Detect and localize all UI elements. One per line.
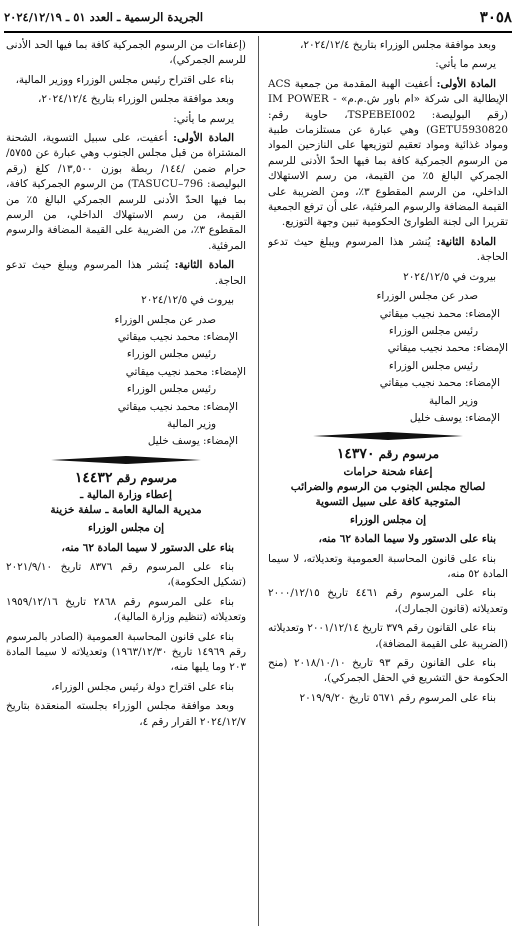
paragraph: (إعفاءات من الرسوم الجمركية كافة بما فيها الحد الأدنى للرسم الجمركي)، [6, 39, 246, 67]
sig-line: الإمضاء: يوسف خليل [409, 411, 500, 424]
basis-clause: بناء على المرسوم رقم ٤٤٦١ تاريخ ٢٠٠٠/١٢/١٥ وتعديلاته (قانون الجمارك)، [268, 587, 508, 615]
basis-clause: بناء على القانون رقم ٩٣ تاريخ ٢٠١٨/١٠/١٠ (منح الحكومة حق التشريع في الحقل الجمركي)، [268, 657, 508, 685]
sig-line: رئيس مجلس الوزراء [126, 348, 216, 361]
sig-line: صدر عن مجلس الوزراء [376, 290, 478, 303]
sig-line: رئيس مجلس الوزراء [388, 324, 478, 337]
article-2 [268, 235, 508, 266]
sig-line: صدر عن مجلس الوزراء [114, 313, 216, 326]
sig-line: الإمضاء: محمد نجيب ميقاتي [379, 377, 500, 390]
paragraph: وبعد موافقة مجلس الوزراء بتاريخ ٢٠٢٤/١٢/٤، [300, 39, 496, 51]
basis-clause: بناء على اقتراح دولة رئيس مجلس الوزراء، [51, 680, 234, 693]
council-heading: إن مجلس الوزراء [350, 513, 426, 526]
basis-clause: بناء على قانون المحاسبة العمومية (الصادر بالمرسوم رقم ١٤٩٦٩ تاريخ ١٩٦٣/١٢/٣٠) وتعديلاته لا سيما المادة ٢٠٣ وما يليها منه، [6, 630, 246, 674]
constitution-clause: بناء على الدستور ولا سيما المادة ٦٢ منه، [318, 533, 496, 546]
sig-line: رئيس مجلس الوزراء [126, 383, 216, 396]
sig-line: الإمضاء: محمد نجيب ميقاتي [117, 400, 238, 413]
paragraph: بناء على اقتراح رئيس مجلس الوزراء ووزير المالية، [15, 73, 234, 86]
council-heading: إن مجلس الوزراء [88, 522, 164, 535]
article-label: المادة الثانية: [436, 235, 497, 248]
subject-line: لصالح مجلس الجنوب من الرسوم والضرائب [290, 480, 486, 493]
article-1 [268, 77, 508, 231]
decree-subject [6, 488, 246, 518]
right-column [268, 38, 508, 928]
decree-number: ١٤٣٧٠ [336, 446, 375, 463]
sig-line: الإمضاء: محمد نجيب ميقاتي [117, 330, 238, 343]
paragraph: يرسم ما يأتي: [435, 58, 496, 71]
article-text: أعفيت الهبة المقدمة من جمعية ACS الإيطالية الى شركة «ام باور ش.م.م» - IM POWER (رقم البوليصة: TSPEBEI002، حاوية رقم: GETU5930820) وهي عبارة عن مستلزمات طبية ومواد غذائية ومواد تعقيم لتوزيعها على النازحين المواد من الرسوم الجمركية كافة بما فيها الحدّ الأدنى للرسم الجمركي البالغ ٥٪ من القيمة، من رسم الاستهلاك الداخلي، من الرسم المقطوع ٣٪، ومن الضريبة على القيمة المضافة والرسوم المرفئية، على أن ترفع الجمعية تقريرا الى لجنة الطوارئ الحكومية تبين وجهة التوزيع. [268, 77, 508, 229]
signature-block [6, 313, 246, 450]
basis-clause: بناء على المرسوم رقم ٨٣٧٦ تاريخ ٢٠٢١/٩/١٠ (تشكيل الحكومة)، [6, 560, 246, 589]
decree-subject [268, 465, 508, 510]
subject-line: إعطاء وزارة المالية ـ [80, 489, 172, 502]
basis-clause: وبعد موافقة مجلس الوزراء بجلسته المنعقدة بتاريخ ٢٠٢٤/١٢/٧ القرار رقم ٤، [6, 700, 246, 728]
basis-clause: بناء على المرسوم رقم ٢٨٦٨ تاريخ ١٩٥٩/١٢/١٦ وتعديلاته (تنظيم وزارة المالية)، [6, 595, 246, 624]
section-ornament [6, 455, 246, 467]
article-label: المادة الأولى: [436, 77, 496, 90]
article-label: المادة الأولى: [173, 132, 234, 145]
page-header [4, 6, 512, 28]
subject-line: إعفاء شحنة حرامات [343, 465, 433, 478]
constitution-clause: بناء على الدستور لا سيما المادة ٦٢ منه، [61, 541, 234, 554]
article-text: يُنشر هذا المرسوم ويبلغ حيث تدعو الحاجة. [268, 235, 508, 264]
sig-line: الإمضاء: محمد نجيب ميقاتي [125, 365, 246, 378]
decree-title [6, 471, 246, 486]
signature-block [268, 289, 508, 426]
basis-clause: بناء على قانون المحاسبة العمومية وتعديلاته، لا سيما المادة ٥٢ منه، [268, 552, 508, 580]
basis-clause: بناء على القانون رقم ٣٧٩ تاريخ ٢٠٠١/١٢/١٤ وتعديلاته (الضريبة على القيمة المضافة)، [268, 622, 508, 650]
place-date: بيروت في ٢٠٢٤/١٢/٥ [403, 270, 496, 283]
article-text: يُنشر هذا المرسوم ويبلغ حيث تدعو الحاجة. [6, 259, 246, 287]
paragraph: يرسم ما يأتي: [173, 112, 234, 125]
subject-line: المتوجبة كافة على سبيل التسوية [315, 495, 461, 508]
sig-line: الإمضاء: محمد نجيب ميقاتي [379, 307, 500, 320]
basis-clause: بناء على المرسوم رقم ٥٦٧١ تاريخ ٢٠١٩/٩/٢٠ [299, 691, 496, 704]
decree-label: مرسوم رقم [116, 470, 178, 485]
section-ornament [268, 431, 508, 443]
article-2 [6, 258, 246, 289]
sig-line: وزير المالية [428, 394, 478, 407]
decree-label: مرسوم رقم [378, 447, 440, 462]
header-rule [4, 31, 512, 33]
subject-line: مديرية المالية العامة ـ سلفة خزينة [50, 504, 202, 517]
sig-line: الإمضاء: محمد نجيب ميقاتي [387, 342, 508, 355]
article-label: المادة الثانية: [174, 259, 235, 272]
article-text: أعفيت، على سبيل التسوية، الشحنة المشتراة من قبل مجلس الجنوب وهي عبارة عن ٥٧٥٥/حرام ضمن /١٤٤/ ربطة بوزن ١٣,٥٠٠/ كلغ (رقم البوليصة: TASUCU–796) من الرسوم الجمركية كافة، بما فيها الحدّ الأدنى للرسم الجمركي البالغ ٥٪ من القيمة، من رسم الاستهلاك الداخلي، من الرسم المقطوع ٣٪، من الضريبة على القيمة المضافة والرسوم المرفئية. [6, 132, 246, 252]
place-date: بيروت في ٢٠٢٤/١٢/٥ [141, 294, 234, 307]
sig-line: رئيس مجلس الوزراء [388, 359, 478, 372]
article-1 [6, 131, 246, 254]
decree-number: ١٤٤٣٢ [74, 469, 113, 486]
column-divider [258, 36, 259, 926]
page-number: ٣٠٥٨ [479, 8, 512, 26]
paragraph: وبعد موافقة مجلس الوزراء بتاريخ ٢٠٢٤/١٢/٤، [38, 93, 234, 106]
sig-line: الإمضاء: يوسف خليل [147, 435, 238, 448]
left-column [6, 38, 246, 928]
gazette-title: الجريدة الرسمية ـ العدد ٥١ ـ ٢٠٢٤/١٢/١٩ [4, 10, 204, 24]
sig-line: وزير المالية [166, 417, 216, 430]
decree-title [268, 447, 508, 462]
